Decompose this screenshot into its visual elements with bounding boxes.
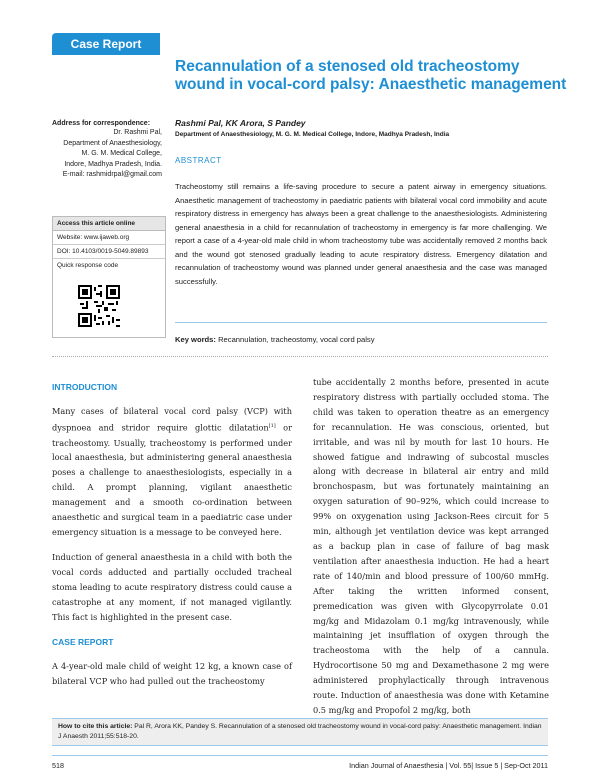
introduction-heading: INTRODUCTION — [52, 382, 118, 392]
address-email[interactable]: E-mail: rashmidrpal@gmail.com — [62, 171, 162, 178]
citation-text: Pal R, Arora KK, Pandey S. Recannulation of a stenosed old tracheostomy wound in vocal-cord palsy: Anaesthetic management. Indian J Anaesth 2011;55:518-20. — [58, 723, 542, 740]
qr-code-icon[interactable] — [78, 285, 120, 327]
address-block — [52, 128, 162, 181]
access-doi[interactable]: DOI: 10.4103/0019-5049.89893 — [53, 245, 165, 259]
case-report-paragraph-1: A 4-year-old male child of weight 12 kg, a known case of bilateral VCP who had pulled out the tracheostomy — [52, 661, 292, 686]
abstract-heading: ABSTRACT — [175, 156, 222, 165]
introduction-paragraph-1 — [52, 404, 292, 540]
article-title — [175, 58, 575, 94]
keywords-divider — [175, 322, 547, 323]
address-line: Department of Anaesthesiology, — [63, 139, 162, 147]
affiliation: Department of Anaesthesiology, M. G. M. Medical College, Indore, Madhya Pradesh, India — [175, 131, 450, 138]
citation-box — [52, 718, 548, 746]
citation-label: How to cite this article: — [58, 723, 133, 730]
journal-info: Indian Journal of Anaesthesia | Vol. 55| Issue 5 | Sep-Oct 2011 — [349, 761, 548, 770]
abstract-text: Tracheostomy still remains a life-saving procedure to secure a patent airway in emergency situations. Anaesthetic management of tracheostomy in paediatric patients with bilateral vocal cord immobility and acute respiratory distress in emergency has always been a great challenge to the anaesthesiologists. Administering general anaesthesia in a child for recannulation of tracheostomy in emergency is far more challenging. We report a case of a 4-year-old male child in whom tracheostomy tube was accidentally removed 2 months back and the wound got stenosed gradually leading to acute respiratory distress. Emergency dilatation and recannulation of tracheostomy wound was planned under general anaesthesia and the case was managed successfully. — [175, 182, 547, 286]
keywords-text: Recannulation, tracheostomy, vocal cord palsy — [218, 335, 375, 344]
section-divider — [52, 356, 548, 357]
citation-ref[interactable]: [1] — [268, 422, 276, 429]
introduction-paragraph-2: Induction of general anaesthesia in a child with both the vocal cords adducted and partially occluded tracheal stoma leading to acute respiratory distress could cause a catastrophe at any moment, if not managed vigilantly. This fact is highlighted in the present case. — [52, 552, 292, 622]
title-line-1: Recannulation of a stenosed old tracheostomy — [175, 58, 520, 75]
access-qr-label: Quick response code — [57, 262, 119, 269]
address-line: Indore, Madhya Pradesh, India. — [64, 160, 162, 168]
case-report-heading: CASE REPORT — [52, 637, 114, 647]
intro-p1-text: Many cases of bilateral vocal cord palsy (VCP) with dyspnoea and stridor require glottic dilatation — [52, 406, 292, 433]
keywords-label: Key words: — [175, 335, 216, 344]
access-heading: Access this article online — [53, 217, 165, 231]
address-heading: Address for correspondence: — [52, 120, 151, 127]
page-number: 518 — [52, 761, 64, 770]
keywords — [175, 335, 547, 344]
footer-divider — [52, 755, 548, 756]
address-line: M. G. M. Medical College, — [81, 150, 162, 157]
access-website[interactable]: Website: www.ijaweb.org — [53, 231, 165, 245]
title-line-2: wound in vocal-cord palsy: Anaesthetic management — [175, 76, 567, 93]
address-line: Dr. Rashmi Pal, — [113, 129, 162, 136]
case-report-paragraph-2: tube accidentally 2 months before, presented in acute respiratory distress with partially occluded stoma. The child was taken to operation theatre as an emergency for recannulation. He was conscious, oriented, but irritable, and was nil by mouth for last 10 hours. He showed fatigue and indrawing of subcostal muscles along with decrease in bilateral air entry and mild bronchospasm, but was fortunately maintaining an oxygen saturation of 90–92%, which could increase to 99% on oxygenation using Jackson-Rees circuit for 5 min, although jet ventilation device was kept arranged as a backup plan in case of failure of bag mask ventilation after anaesthesia induction. He had a heart rate of 140/min and blood pressure of 100/60 mmHg. After taking the written informed consent, premedication was given with Glycopyrrolate 0.01 mg/kg and Midazolam 0.1 mg/kg intravenously, while maintaining jet insufflation of oxygen through the tracheostoma with the help of a cannula. Hydrocortisone 50 mg and Dexamethasone 2 mg were administered prophylactically through intravenous route. Induction of anaesthesia was done with Ketamine 0.5 mg/kg and Propofol 2 mg/kg, both — [313, 377, 549, 715]
intro-p1-text-cont: or tracheostomy. Usually, tracheostomy is performed under local anaesthesia, but administering general anaesthesia poses a challenge to anaesthesiologists, especially in a child. A prompt planning, vigilant anaesthetic management and a smooth co-ordination between anaesthetic and surgical team in a paediatric case under emergency situation is a message to be conveyed here. — [52, 422, 293, 537]
article-type-tag: Case Report — [52, 33, 160, 55]
authors: Rashmi Pal, KK Arora, S Pandey — [175, 118, 306, 128]
